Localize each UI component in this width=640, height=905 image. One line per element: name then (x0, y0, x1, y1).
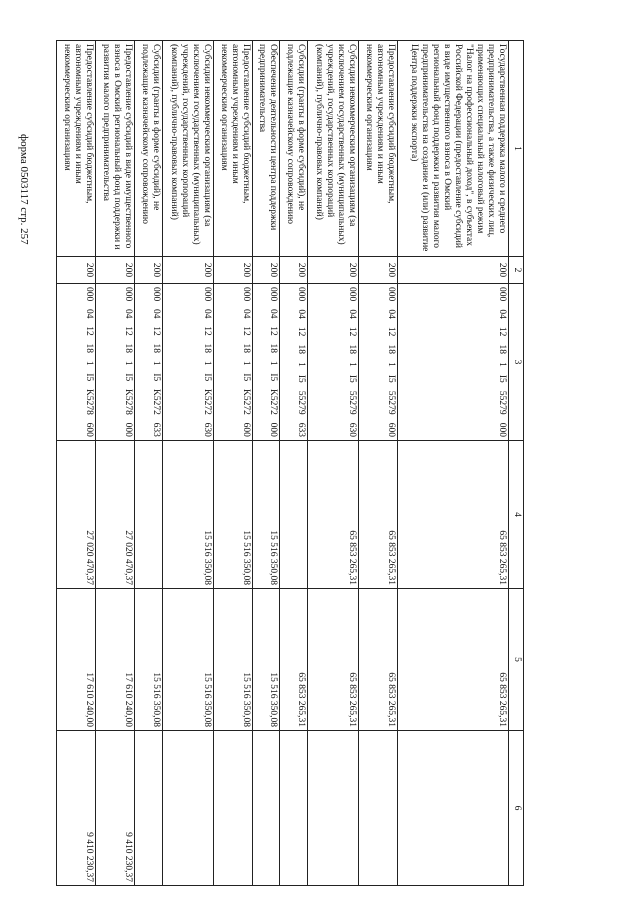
code-part: 600 (385, 422, 396, 437)
code-part: 04 (201, 309, 212, 319)
column-number: 1 (509, 41, 524, 257)
row-line-code: 200 (162, 257, 213, 284)
code-part: K5278 (84, 389, 95, 415)
code-part: 12 (497, 326, 507, 337)
code-part: 000 (201, 287, 212, 302)
code-part: 633 (295, 422, 306, 437)
code-part: 18 (123, 343, 134, 354)
row-unexecuted (162, 731, 213, 886)
code-part: 12 (385, 326, 396, 337)
row-executed: 65 853 265,31 (280, 589, 307, 731)
code-part: 000 (385, 287, 396, 302)
table-row (397, 41, 508, 886)
column-number: 2 (509, 257, 524, 284)
code-part: K5272 (150, 389, 161, 415)
row-approved: 65 853 265,31 (358, 441, 397, 589)
row-budget-code (57, 284, 96, 441)
row-budget-code (135, 284, 162, 441)
code-part: 55279 (295, 390, 306, 415)
code-part: I5 (346, 374, 357, 383)
row-line-code: 200 (358, 257, 397, 284)
column-number: 4 (509, 441, 524, 589)
code-part: 1 (150, 360, 161, 366)
code-part: 1 (123, 360, 134, 366)
code-part: 1 (497, 362, 507, 367)
table-row (135, 41, 162, 886)
code-part: 1 (201, 360, 212, 366)
code-part: 55279 (346, 390, 357, 415)
code-part: 04 (241, 309, 252, 319)
code-part: 000 (123, 287, 134, 302)
code-part: 600 (241, 422, 252, 437)
row-name: Государственная поддержка малого и среднего предпринимательства, а также физических лиц, применяющих специальный налоговый режим "Налог на профессиональный доход", в субъектах Российской Федерации (предоставление субсидий в виде имущественного взноса в Омский региональный фонд поддержки и развития малого предпринимательства на создание и (или) развитие Центра поддержки экспорта) (397, 41, 508, 257)
row-approved (135, 441, 162, 589)
table-row (96, 41, 135, 886)
code-part: K5272 (268, 389, 279, 415)
code-part: 18 (497, 344, 507, 354)
row-budget-code (96, 284, 135, 441)
row-name: Предоставление субсидий бюджетным, автономным учреждениям и иным некоммерческим организациям (358, 41, 397, 257)
row-executed: 17 610 240,00 (57, 589, 96, 731)
row-name: Предоставление субсидий в виде имущественного взноса в Омский региональный фонд поддержки и развития малого предпринимательства (96, 41, 135, 257)
code-part: I5 (385, 374, 396, 383)
row-name: Предоставление субсидий бюджетным, автономным учреждениям и иным некоммерческим организациям (57, 41, 96, 257)
code-part: 630 (201, 422, 212, 437)
row-line-code: 200 (280, 257, 307, 284)
code-part: 1 (268, 360, 279, 366)
report-page (56, 40, 524, 885)
code-part: 55279 (385, 390, 396, 415)
code-part: 04 (123, 309, 134, 319)
code-part: 000 (123, 422, 134, 437)
row-budget-code (358, 284, 397, 441)
code-part: 000 (268, 422, 279, 437)
row-budget-code (397, 284, 508, 441)
table-row (253, 41, 280, 886)
row-name: Субсидии некоммерческим организациям (за исключением государственных (муниципальных) учреждений, государственных корпораций (компаний), публично-правовых компаний) (162, 41, 213, 257)
column-number: 6 (509, 731, 524, 886)
form-label: форма 0503117 стр. 257 (18, 134, 30, 245)
row-line-code: 200 (397, 257, 508, 284)
code-part: 55279 (497, 390, 507, 415)
code-part: 04 (385, 309, 396, 319)
row-approved: 15 516 350,08 (162, 441, 213, 589)
row-executed: 15 516 350,08 (162, 589, 213, 731)
code-part: 18 (84, 343, 95, 354)
code-part: 04 (346, 309, 357, 319)
code-part: 12 (123, 326, 134, 336)
code-part: 000 (346, 287, 357, 302)
row-executed: 17 610 240,00 (96, 589, 135, 731)
row-approved: 65 853 265,31 (397, 441, 508, 589)
row-unexecuted: 9 410 230,37 (57, 731, 96, 886)
row-name: Предоставление субсидий бюджетным, автономным учреждениям и иным некоммерческим организациям (213, 41, 252, 257)
column-number-row (509, 41, 524, 886)
code-part: I5 (268, 373, 279, 382)
row-approved: 15 516 350,08 (213, 441, 252, 589)
code-part: 04 (84, 309, 95, 319)
code-part: 12 (84, 326, 95, 336)
row-executed: 65 853 265,31 (307, 589, 358, 731)
row-budget-code (162, 284, 213, 441)
code-part: I5 (201, 373, 212, 382)
code-part: 1 (84, 360, 95, 366)
row-approved: 65 853 265,31 (307, 441, 358, 589)
code-part: 04 (295, 309, 306, 319)
code-part: 18 (201, 343, 212, 354)
row-unexecuted (280, 731, 307, 886)
code-part: I5 (123, 373, 134, 382)
table-row (358, 41, 397, 886)
row-executed: 15 516 350,08 (135, 589, 162, 731)
code-part: 12 (346, 326, 357, 337)
code-part: 000 (84, 287, 95, 302)
row-executed: 65 853 265,31 (397, 589, 508, 731)
code-part: 18 (346, 344, 357, 354)
code-part: 633 (150, 422, 161, 437)
row-approved (280, 441, 307, 589)
row-unexecuted (253, 731, 280, 886)
row-budget-code (253, 284, 280, 441)
code-part: 12 (201, 326, 212, 336)
row-line-code: 200 (135, 257, 162, 284)
code-part: I5 (497, 374, 507, 383)
row-budget-code (280, 284, 307, 441)
column-number: 3 (509, 284, 524, 441)
code-part: 000 (497, 422, 507, 437)
row-name: Субсидии (гранты в форме субсидий), не подлежащие казначейскому сопровождению (135, 41, 162, 257)
code-part: K5272 (241, 389, 252, 415)
code-part: 04 (150, 309, 161, 319)
code-part: 600 (84, 422, 95, 437)
column-number: 5 (509, 589, 524, 731)
row-approved: 15 516 350,08 (253, 441, 280, 589)
code-part: 1 (346, 362, 357, 367)
row-unexecuted (213, 731, 252, 886)
row-unexecuted (358, 731, 397, 886)
row-executed: 15 516 350,08 (253, 589, 280, 731)
row-line-code: 200 (213, 257, 252, 284)
code-part: K5272 (201, 389, 212, 415)
code-part: 18 (150, 343, 161, 354)
code-part: K5278 (123, 389, 134, 415)
row-unexecuted (397, 731, 508, 886)
code-part: 12 (295, 326, 306, 337)
code-part: I5 (84, 373, 95, 382)
code-part: 18 (385, 344, 396, 354)
code-part: I5 (241, 373, 252, 382)
budget-table (56, 40, 524, 886)
code-part: 000 (497, 287, 507, 302)
row-name: Обеспечение деятельности центра поддержки предпринимательства (253, 41, 280, 257)
code-part: 1 (385, 362, 396, 367)
code-part: 1 (295, 362, 306, 367)
row-line-code: 200 (307, 257, 358, 284)
code-part: I5 (150, 373, 161, 382)
table-row (213, 41, 252, 886)
code-part: 630 (346, 422, 357, 437)
row-unexecuted (307, 731, 358, 886)
row-name: Субсидии некоммерческим организациям (за исключением государственных (муниципальных) учреждений, государственных корпораций (компаний), публично-правовых компаний) (307, 41, 358, 257)
code-part: 12 (150, 326, 161, 336)
code-part: 04 (497, 309, 507, 319)
code-part: 18 (241, 343, 252, 354)
row-budget-code (307, 284, 358, 441)
code-part: 000 (295, 287, 306, 302)
table-row (280, 41, 307, 886)
code-part: I5 (295, 374, 306, 383)
code-part: 18 (268, 343, 279, 354)
row-executed: 65 853 265,31 (358, 589, 397, 731)
row-name: Субсидии (гранты в форме субсидий), не подлежащие казначейскому сопровождению (280, 41, 307, 257)
row-executed: 15 516 350,08 (213, 589, 252, 731)
code-part: 12 (268, 326, 279, 336)
row-budget-code (213, 284, 252, 441)
code-part: 000 (241, 287, 252, 302)
code-part: 1 (241, 360, 252, 366)
row-unexecuted: 9 410 230,37 (96, 731, 135, 886)
row-unexecuted (135, 731, 162, 886)
row-line-code: 200 (96, 257, 135, 284)
row-approved: 27 020 470,37 (96, 441, 135, 589)
row-line-code: 200 (57, 257, 96, 284)
code-part: 000 (150, 287, 161, 302)
code-part: 12 (241, 326, 252, 336)
row-line-code: 200 (253, 257, 280, 284)
code-part: 000 (268, 287, 279, 302)
row-approved: 27 020 470,37 (57, 441, 96, 589)
table-row (57, 41, 96, 886)
code-part: 18 (295, 344, 306, 354)
table-row (307, 41, 358, 886)
code-part: 04 (268, 309, 279, 319)
table-row (162, 41, 213, 886)
